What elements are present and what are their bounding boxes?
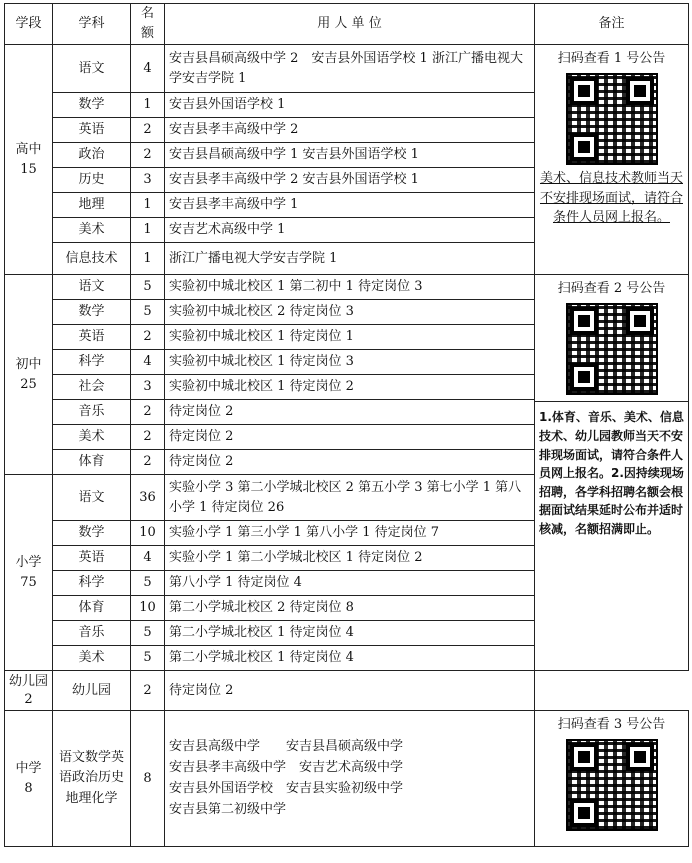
unit-cell: 安吉县外国语学校 1: [165, 93, 535, 118]
note-text: 美术、信息技术教师当天不安排现场面试，请符合条件人员网上报名。: [539, 171, 683, 226]
unit-cell: 实验初中城北校区 2 待定岗位 3: [165, 300, 535, 325]
subject-cell: 体育: [53, 450, 131, 475]
table-row: [5, 711, 689, 847]
count-cell: 2: [131, 325, 165, 350]
stage-secondary: [5, 711, 53, 847]
stage-kinder: 幼儿园 2: [5, 671, 53, 711]
subject-cell: 信息技术: [53, 243, 131, 275]
stage-label: 中学: [15, 760, 42, 776]
unit-cell: 第八小学 1 待定岗位 4: [165, 571, 535, 596]
unit-cell: [165, 711, 535, 847]
unit-cell: 实验小学 1 第二小学城北校区 1 待定岗位 2: [165, 546, 535, 571]
unit-cell: 实验初中城北校区 1 第二初中 1 待定岗位 3: [165, 275, 535, 300]
unit-cell: 浙江广播电视大学安吉学院 1: [165, 243, 535, 275]
subject-cell: 音乐: [53, 621, 131, 646]
count-cell: 10: [131, 596, 165, 621]
stage-total: 75: [20, 574, 37, 590]
stage-label: 初中: [15, 356, 42, 372]
count-cell: 1: [131, 218, 165, 243]
unit-cell: 实验初中城北校区 1 待定岗位 2: [165, 375, 535, 400]
count-cell: 4: [131, 546, 165, 571]
stage-total: 25: [20, 376, 37, 392]
unit-cell: 待定岗位 2: [165, 450, 535, 475]
subject-cell: 美术: [53, 218, 131, 243]
count-cell: 5: [131, 300, 165, 325]
subject-cell: 语文: [53, 45, 131, 93]
header-row: [5, 4, 689, 45]
subject-cell: 数学: [53, 93, 131, 118]
header-note: 备注: [535, 4, 689, 45]
table-row: [5, 275, 689, 300]
subject-cell: 社会: [53, 375, 131, 400]
count-cell: 2: [131, 450, 165, 475]
count-cell: 5: [131, 275, 165, 300]
unit-cell: 待定岗位 2: [165, 425, 535, 450]
stage-primary: [5, 475, 53, 671]
subject-cell: 音乐: [53, 400, 131, 425]
unit-cell: 第二小学城北校区 1 待定岗位 4: [165, 621, 535, 646]
header-unit: 用 人 单 位: [165, 4, 535, 45]
note-title: 扫码查看 1 号公告: [557, 51, 666, 67]
unit-line: 安吉县孝丰高级中学 安吉艺术高级中学: [169, 759, 404, 775]
unit-cell: 待定岗位 2: [165, 671, 535, 711]
unit-line: 安吉县第二初级中学: [169, 801, 287, 817]
count-cell: 2: [131, 425, 165, 450]
subject-cell: 语文数学英语政治历史地理化学: [53, 711, 131, 847]
unit-cell: 安吉县孝丰高级中学 2: [165, 118, 535, 143]
stage-middle: [5, 275, 53, 475]
subject-cell: 美术: [53, 646, 131, 671]
count-cell: 2: [131, 143, 165, 168]
unit-cell: 安吉县昌硕高级中学 2 安吉县外国语学校 1 浙江广播电视大学安吉学院 1: [165, 45, 535, 93]
unit-cell: 实验初中城北校区 1 待定岗位 3: [165, 350, 535, 375]
count-cell: 1: [131, 243, 165, 275]
count-cell: 10: [131, 521, 165, 546]
subject-cell: 体育: [53, 596, 131, 621]
unit-cell: 待定岗位 2: [165, 400, 535, 425]
unit-cell: 安吉县昌硕高级中学 1 安吉县外国语学校 1: [165, 143, 535, 168]
count-cell: 4: [131, 350, 165, 375]
recruitment-table: [4, 3, 689, 847]
subject-cell: 英语: [53, 546, 131, 571]
unit-line: 安吉县高级中学 安吉县昌硕高级中学: [169, 739, 404, 755]
stage-total: 8: [24, 780, 33, 796]
stage-label: 小学: [15, 554, 42, 570]
subject-cell: 语文: [53, 275, 131, 300]
table-row: [5, 671, 689, 711]
unit-cell: 安吉县孝丰高级中学 1: [165, 193, 535, 218]
subject-cell: 美术: [53, 425, 131, 450]
unit-cell: 安吉艺术高级中学 1: [165, 218, 535, 243]
subject-cell: 英语: [53, 325, 131, 350]
count-cell: 36: [131, 475, 165, 521]
unit-cell: 第二小学城北校区 1 待定岗位 4: [165, 646, 535, 671]
subject-cell: 英语: [53, 118, 131, 143]
qr-code-icon[interactable]: [566, 73, 658, 165]
stage-total: 15: [20, 161, 37, 177]
subject-cell: 语文: [53, 475, 131, 521]
unit-cell: 实验小学 3 第二小学城北校区 2 第五小学 3 第七小学 1 第八小学 1 待定岗位 26: [165, 475, 535, 521]
count-cell: 1: [131, 193, 165, 218]
subject-cell: 科学: [53, 350, 131, 375]
subject-cell: 数学: [53, 300, 131, 325]
table-row: [5, 45, 689, 93]
unit-cell: 实验初中城北校区 1 待定岗位 1: [165, 325, 535, 350]
header-subject: 学科: [53, 4, 131, 45]
note-title: 扫码查看 3 号公告: [557, 717, 666, 733]
subject-cell: 政治: [53, 143, 131, 168]
count-cell: 4: [131, 45, 165, 93]
header-stage: 学段: [5, 4, 53, 45]
stage-high: [5, 45, 53, 275]
count-cell: 3: [131, 375, 165, 400]
count-cell: 2: [131, 671, 165, 711]
note-text: 1.体育、音乐、美术、信息技术、幼儿园教师当天不安排现场面试，请符合条件人员网上报名。2.因持续现场招聘，各学科招聘名额会根据面试结果延时公布并适时核减，名额招满即止。: [535, 401, 688, 538]
subject-cell: 幼儿园: [53, 671, 131, 711]
subject-cell: 科学: [53, 571, 131, 596]
count-cell: 5: [131, 571, 165, 596]
stage-label: 高中: [15, 141, 42, 157]
unit-cell: 第二小学城北校区 2 待定岗位 8: [165, 596, 535, 621]
count-cell: 2: [131, 400, 165, 425]
qr-code-icon[interactable]: [566, 739, 658, 831]
subject-cell: 历史: [53, 168, 131, 193]
count-cell: 3: [131, 168, 165, 193]
note-title: 扫码查看 2 号公告: [557, 281, 666, 297]
unit-line: 安吉县外国语学校 安吉县实验初级中学: [169, 780, 404, 796]
note-secondary: [535, 711, 689, 847]
count-cell: 2: [131, 118, 165, 143]
count-cell: 8: [131, 711, 165, 847]
count-cell: 1: [131, 93, 165, 118]
header-count: 名额: [131, 4, 165, 45]
note-middle: [535, 275, 689, 671]
subject-cell: 地理: [53, 193, 131, 218]
unit-cell: 安吉县孝丰高级中学 2 安吉县外国语学校 1: [165, 168, 535, 193]
count-cell: 5: [131, 621, 165, 646]
qr-code-icon[interactable]: [566, 303, 658, 395]
unit-cell: 实验小学 1 第三小学 1 第八小学 1 待定岗位 7: [165, 521, 535, 546]
count-cell: 5: [131, 646, 165, 671]
note-high: [535, 45, 689, 275]
subject-cell: 数学: [53, 521, 131, 546]
